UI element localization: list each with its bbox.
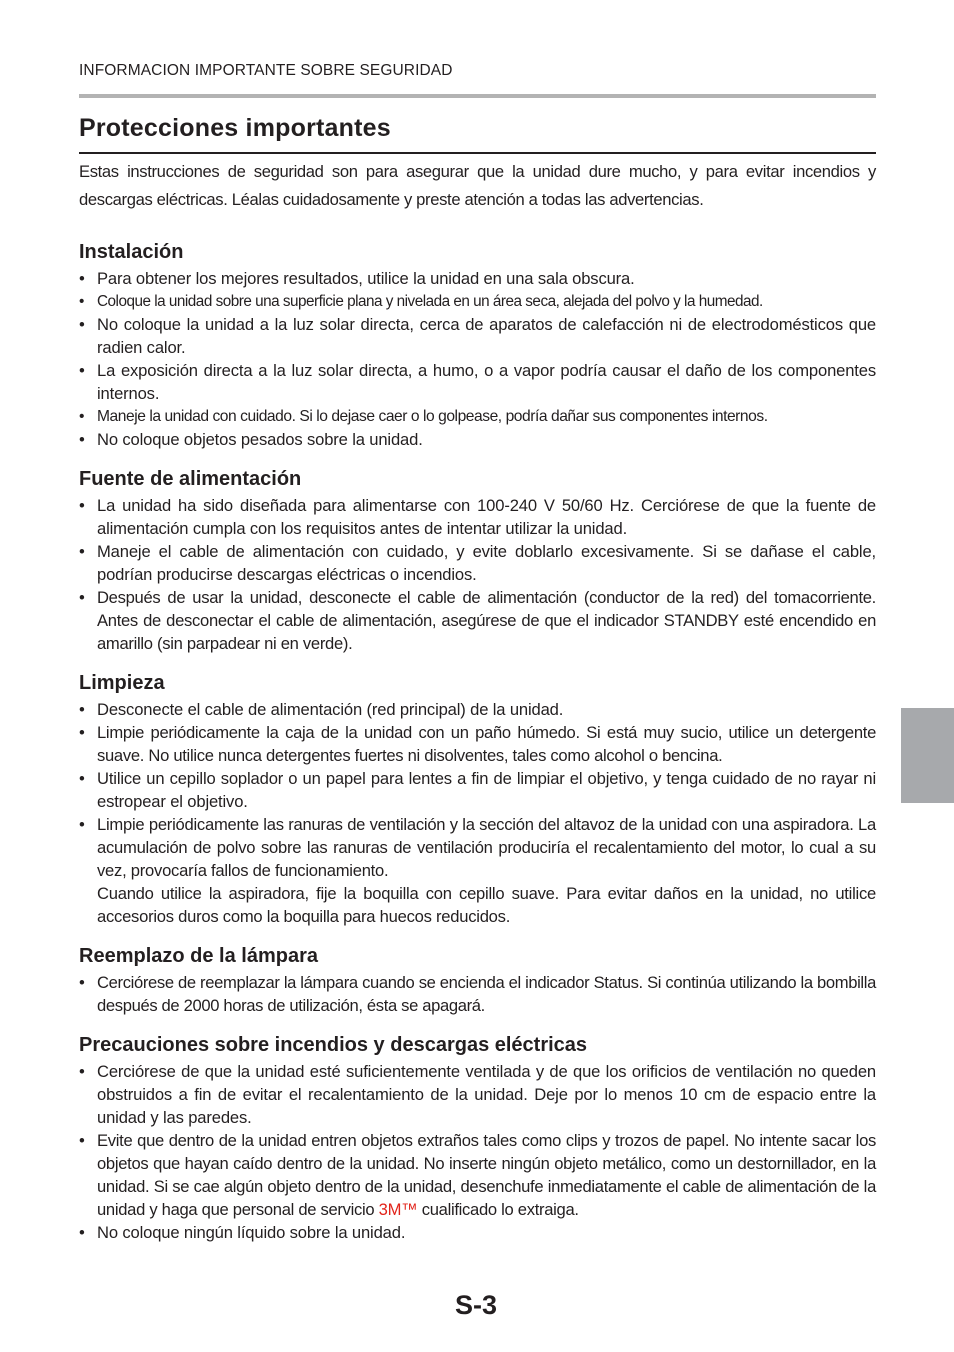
- header-divider: [79, 94, 876, 98]
- section-precauciones: [79, 1032, 876, 1244]
- list-item: • Utilice un cepillo soplador o un papel para lentes a fin de limpiar el objetivo, y tenga cuidado de no rayar ni estropear el objetivo.: [79, 767, 876, 813]
- list-item: • Limpie periódicamente la caja de la unidad con un paño húmedo. Si está muy sucio, utilice un detergente suave. No utilice nunca detergentes fuertes ni disolventes, tales como alcohol o bencina.: [79, 721, 876, 767]
- list-item-text: Limpie periódicamente las ranuras de ventilación y la sección del altavoz de la unidad con una aspiradora. La acumulación de polvo sobre las ranuras de ventilación produciría el recalentamiento del motor, lo cual a su vez, provocaría fallos de funcionamiento.: [97, 815, 876, 880]
- list-item: • La unidad ha sido diseñada para alimentarse con 100-240 V 50/60 Hz. Cerciórese de que la fuente de alimentación cumpla con los requisitos antes de intentar utilizar la unidad.: [79, 494, 876, 540]
- main-content: [79, 158, 876, 1244]
- list-item: • Coloque la unidad sobre una superficie plana y nivelada en un área seca, alejada del polvo y la humedad.: [79, 290, 876, 313]
- list-item: • Cerciórese de que la unidad esté suficientemente ventilada y de que los orificios de ventilación no queden obstruidos a fin de evitar el recalentamiento de la unidad. Deje por lo menos 10 cm de espacio entre la unidad y las paredes.: [79, 1060, 876, 1129]
- section-heading: Limpieza: [79, 672, 165, 694]
- page-number: S-3: [455, 1290, 498, 1320]
- list-item: • No coloque ningún líquido sobre la unidad.: [79, 1221, 876, 1244]
- list-item: • Maneje el cable de alimentación con cuidado, y evite doblarlo excesivamente. Si se dañase el cable, podrían producirse descargas eléctricas o incendios.: [79, 540, 876, 586]
- list-item: • Desconecte el cable de alimentación (red principal) de la unidad.: [79, 698, 876, 721]
- list-item-text: Evite que dentro de la unidad entren objetos extraños tales como clips y trozos de papel. No intente sacar los objetos que hayan caído dentro de la unidad. No inserte ningún objeto metálico, como un destornillador, en la unidad. Si se cae algún objeto dentro de la unidad, desenchufe inmediatamente el cable de alimentación de la unidad y haga que personal de servicio: [97, 1131, 876, 1219]
- section-tab-marker: [901, 708, 954, 803]
- list-item: • Para obtener los mejores resultados, utilice la unidad en una sala obscura.: [79, 267, 876, 290]
- running-header: INFORMACION IMPORTANTE SOBRE SEGURIDAD: [79, 62, 453, 79]
- section-limpieza: [79, 670, 876, 928]
- page-title: Protecciones importantes: [79, 114, 391, 142]
- list-item-note: Cuando utilice la aspiradora, fije la boquilla con cepillo suave. Para evitar daños en la unidad, no utilice accesorios duros como la boquilla para huecos reducidos.: [97, 884, 876, 926]
- list-item: • No coloque la unidad a la luz solar directa, cerca de aparatos de calefacción ni de electrodomésticos que radien calor.: [79, 313, 876, 359]
- title-divider: [79, 152, 876, 154]
- list-item: • No coloque objetos pesados sobre la unidad.: [79, 428, 876, 451]
- list-item-text: cualificado lo extraiga.: [421, 1200, 579, 1219]
- section-heading: Reemplazo de la lámpara: [79, 945, 318, 967]
- bullet-list: [79, 267, 876, 451]
- bullet-list: [79, 494, 876, 655]
- list-item: • Después de usar la unidad, desconecte el cable de alimentación (conductor de la red) del tomacorriente. Antes de desconectar el cable de alimentación, asegúrese de que el indicador STANDBY esté encendido en amarillo (sin parpadear ni en verde).: [79, 586, 876, 655]
- section-heading: Fuente de alimentación: [79, 468, 302, 490]
- section-heading: Instalación: [79, 241, 184, 263]
- list-item: • Maneje la unidad con cuidado. Si lo dejase caer o lo golpease, podría dañar sus componentes internos.: [79, 405, 876, 428]
- bullet-list: [79, 698, 876, 928]
- list-item: • Cerciórese de reemplazar la lámpara cuando se encienda el indicador Status. Si continúa utilizando la bombilla después de 2000 horas de utilización, ésta se apagará.: [79, 971, 876, 1017]
- list-item: [79, 813, 876, 928]
- list-item: • La exposición directa a la luz solar directa, a humo, o a vapor podría causar el daño de los componentes internos.: [79, 359, 876, 405]
- section-heading: Precauciones sobre incendios y descargas eléctricas: [79, 1034, 588, 1056]
- section-instalacion: [79, 239, 876, 451]
- bullet-list: [79, 1060, 876, 1244]
- list-item: [79, 1129, 876, 1221]
- intro-paragraph: Estas instrucciones de seguridad son para asegurar que la unidad dure mucho, y para evitar incendios y descargas eléctricas. Léalas cuidadosamente y preste atención a todas las advertencias.: [79, 162, 876, 209]
- bullet-list: [79, 971, 876, 1017]
- section-reemplazo-lampara: [79, 943, 876, 1017]
- brand-name: 3M™: [378, 1200, 418, 1219]
- section-fuente-alimentacion: [79, 466, 876, 655]
